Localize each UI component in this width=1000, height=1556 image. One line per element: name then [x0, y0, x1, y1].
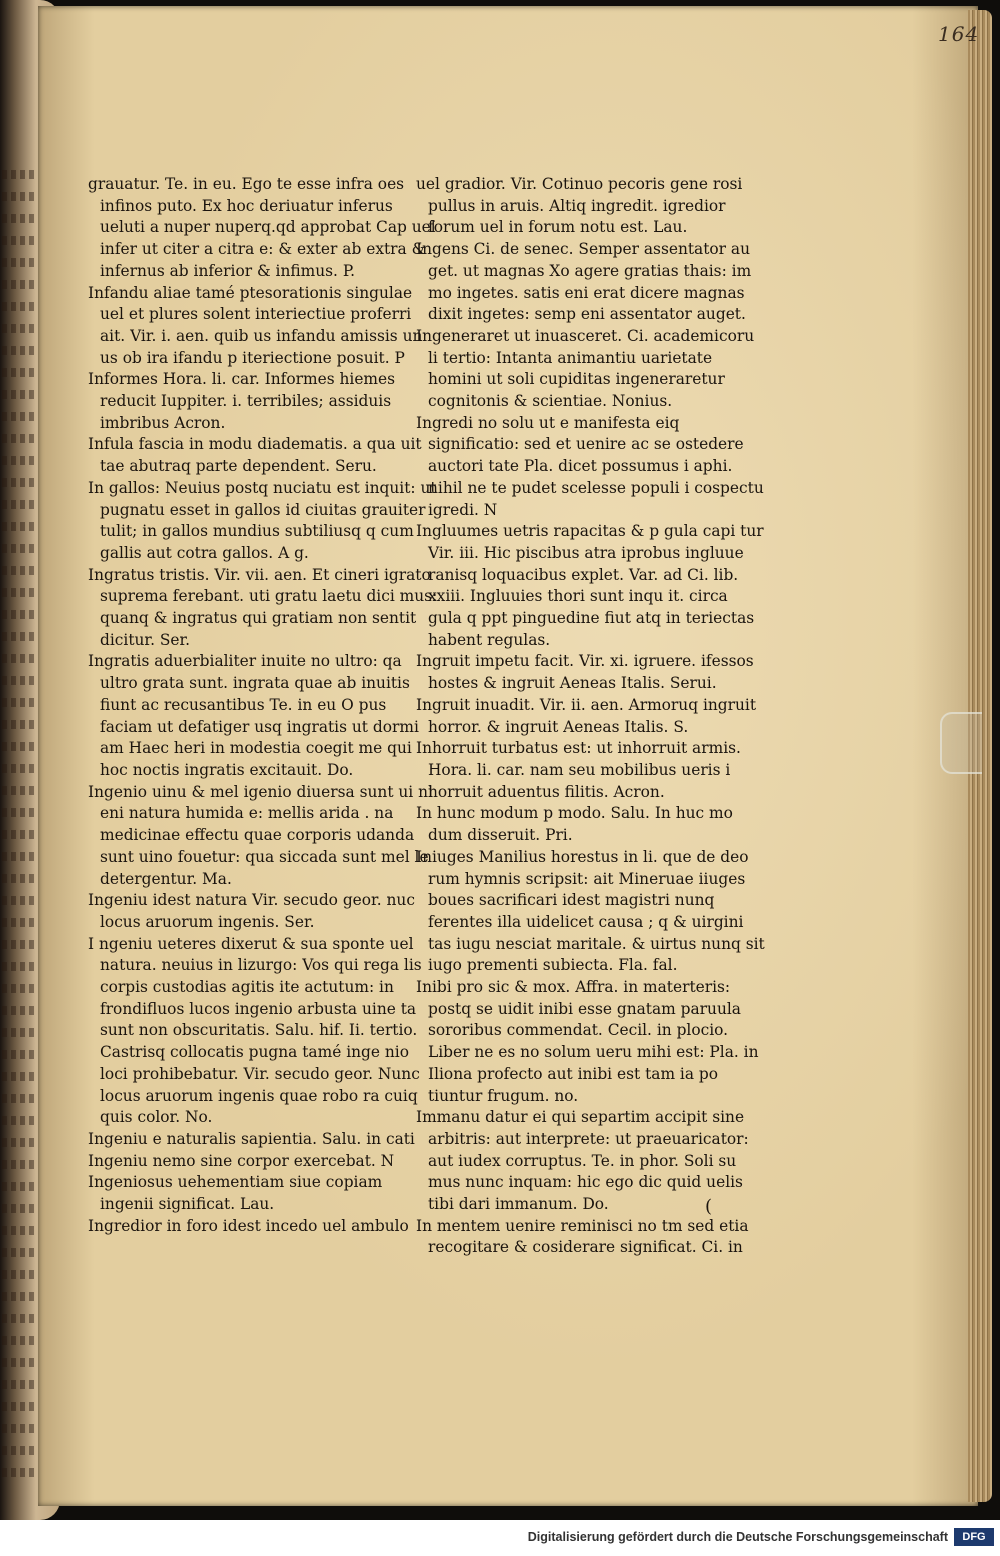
dictionary-entry: Ingredior in foro idest incedo uel ambulo	[88, 1216, 409, 1235]
dictionary-entry: Ingluumes uetris rapacitas & p gula capi tur Vir. iii. Hic piscibus atra iprobus ingluue ranisq loquacibus explet. Var. ad Ci. lib. xxiii. Ingluuies thori sunt inqu it. circa gula q ppt pinguedine fiut atq in teriectas habent regulas.	[416, 522, 764, 649]
dictionary-entry: Ingeniu idest natura Vir. secudo geor. nuc locus aruorum ingenis. Ser.	[88, 891, 415, 931]
dictionary-entry: Infula fascia in modu diadematis. a qua uit tae abutraq parte dependent. Seru.	[88, 435, 422, 476]
dictionary-entry: In mentem uenire reminisci no tm sed etia recogitare & cosiderare significat. Ci. in	[416, 1216, 749, 1257]
dictionary-entry: Infandu aliae tamé ptesorationis singulae uel et plures solent interiectiue proferri ait. Vir. i. aen. quib us infandu amissis un us ob ira ifandu p iteriectione posuit. P	[88, 283, 423, 367]
dictionary-entry: grauatur. Te. in eu. Ego te esse infra oes infinos puto. Ex hoc deriuatur inferus ueluti a nuper nuperq.qd approbat Cap uel infer ut citer a citra e: & exter ab extra & infernus ab inferior & infimus. P.	[88, 175, 436, 280]
dictionary-entry: In gallos: Neuius postq nuciatu est inquit: ut pugnatu esset in gallos id ciuitas grauiter tulit; in gallos mundius subtiliusq q cum gallis aut cotra gallos. A g.	[88, 478, 437, 562]
catchword: (	[705, 1196, 713, 1217]
dictionary-entry: Iniuges Manilius horestus in li. que de deo rum hymnis scripsit: ait Mineruae iiuges boues sacrificari idest magistri nunq ferentes illa uidelicet causa ; q & uirgini tas iugu nesciat maritale. & uirtus nunq sit iugo prementi subiecta. Fla. fal.	[416, 847, 765, 975]
footer-bar	[0, 1520, 1000, 1556]
dictionary-entry: Ingredi no solu ut e manifesta eiq significatio: sed et uenire ac se ostedere auctori tate Pla. dicet possumus i aphi. nihil ne te pudet scelesse populi i cospectu igredi. N	[416, 413, 764, 519]
dictionary-entry: Immanu datur ei qui separtim accipit sine arbitris: aut interprete: ut praeuaricator: aut iudex corruptus. Te. in phor. Soli su mus nunc inquam: hic ego dic quid uelis tibi dari immanum. Do.	[416, 1108, 749, 1214]
dictionary-entry: Ingratus tristis. Vir. vii. aen. Et cineri igrato suprema ferebant. uti gratu laetu dici mus: quanq & ingratus qui gratiam non sentit dicitur. Ser.	[88, 565, 438, 649]
dictionary-entry: Inibi pro sic & mox. Affra. in materteris: postq se uidit inibi esse gnatam paruula sororibus commendat. Cecil. in plocio. Liber ne es no solum ueru mihi est: Pla. in Iliona profecto aut inibi est tam ia po tiuntur frugum. no.	[416, 978, 759, 1105]
dictionary-entry: Ingens Ci. de senec. Semper assentator au get. ut magnas Xo agere gratias thais: im mo ingetes. satis eni erat dicere magnas dixit ingetes: semp eni assentator auget.	[416, 240, 752, 324]
dictionary-entry: Ingruit inuadit. Vir. ii. aen. Armoruq ingruit horror. & ingruit Aeneas Italis. S.	[416, 695, 757, 736]
dictionary-entry: Ingeniu nemo sine corpor exercebat. N	[88, 1151, 395, 1170]
dictionary-entry: uel gradior. Vir. Cotinuo pecoris gene rosi pullus in aruis. Altiq ingredit. igredior forum uel in forum notu est. Lau.	[416, 175, 743, 237]
funding-credit: Digitalisierung gefördert durch die Deutsche Forschungsgemeinschaft	[527, 1530, 948, 1544]
dictionary-entry: Ingeniosus uehementiam siue copiam ingenii significat. Lau.	[88, 1173, 383, 1214]
dictionary-entry: I ngeniu ueteres dixerut & sua sponte uel natura. neuius in lizurgo: Vos qui rega lis corpis custodias agitis ite actutum: in frondifluos lucos ingenio arbusta uine ta sunt non obscuritatis. Salu. hif. Ii. tertio. Castrisq collocatis pugna tamé inge nio loci prohibebatur. Vir. secudo geor. Nunc locus aruorum ingenis quae robo ra cuiq quis color. No.	[88, 934, 422, 1127]
page-clip	[940, 712, 982, 774]
dictionary-entry: Ingratis aduerbialiter inuite no ultro: qa ultro grata sunt. ingrata quae ab inuitis fiunt ac recusantibus Te. in eu O pus faciam ut defatiger usq ingratis ut dormi am Haec heri in modestia coegit me qui hoc noctis ingratis excitauit. Do.	[88, 652, 419, 779]
dictionary-entry: Ingeniu e naturalis sapientia. Salu. in cati	[88, 1129, 415, 1148]
dictionary-entry: Inhorruit turbatus est: ut inhorruit armis. Hora. li. car. nam seu mobilibus ueris i horruit aduentus filitis. Acron.	[416, 739, 741, 801]
dictionary-entry: Ingenio uinu & mel igenio diuersa sunt ui ni eni natura humida e: mellis arida . na medicinae effectu quae corporis udanda sunt uino fouetur: qua siccada sunt mel le detergentur. Ma.	[88, 782, 433, 888]
dictionary-entry: In hunc modum p modo. Salu. In huc mo dum disseruit. Pri.	[416, 804, 733, 845]
book-page	[38, 6, 978, 1506]
dfg-logo: DFG	[954, 1528, 994, 1546]
left-text-column	[88, 174, 438, 1237]
right-text-column	[416, 174, 766, 1259]
folio-number: 164	[938, 22, 980, 46]
dictionary-entry: Ingruit impetu facit. Vir. xi. igruere. ifessos hostes & ingruit Aeneas Italis. Serui.	[416, 652, 754, 693]
dictionary-entry: Ingeneraret ut inuasceret. Ci. academicoru li tertio: Intanta animantiu uarietate homini ut soli cupiditas ingeneraretur cognitonis & scientiae. Nonius.	[416, 326, 755, 411]
dictionary-entry: Informes Hora. li. car. Informes hiemes reducit Iuppiter. i. terribiles; assiduis imbribus Acron.	[88, 370, 396, 432]
